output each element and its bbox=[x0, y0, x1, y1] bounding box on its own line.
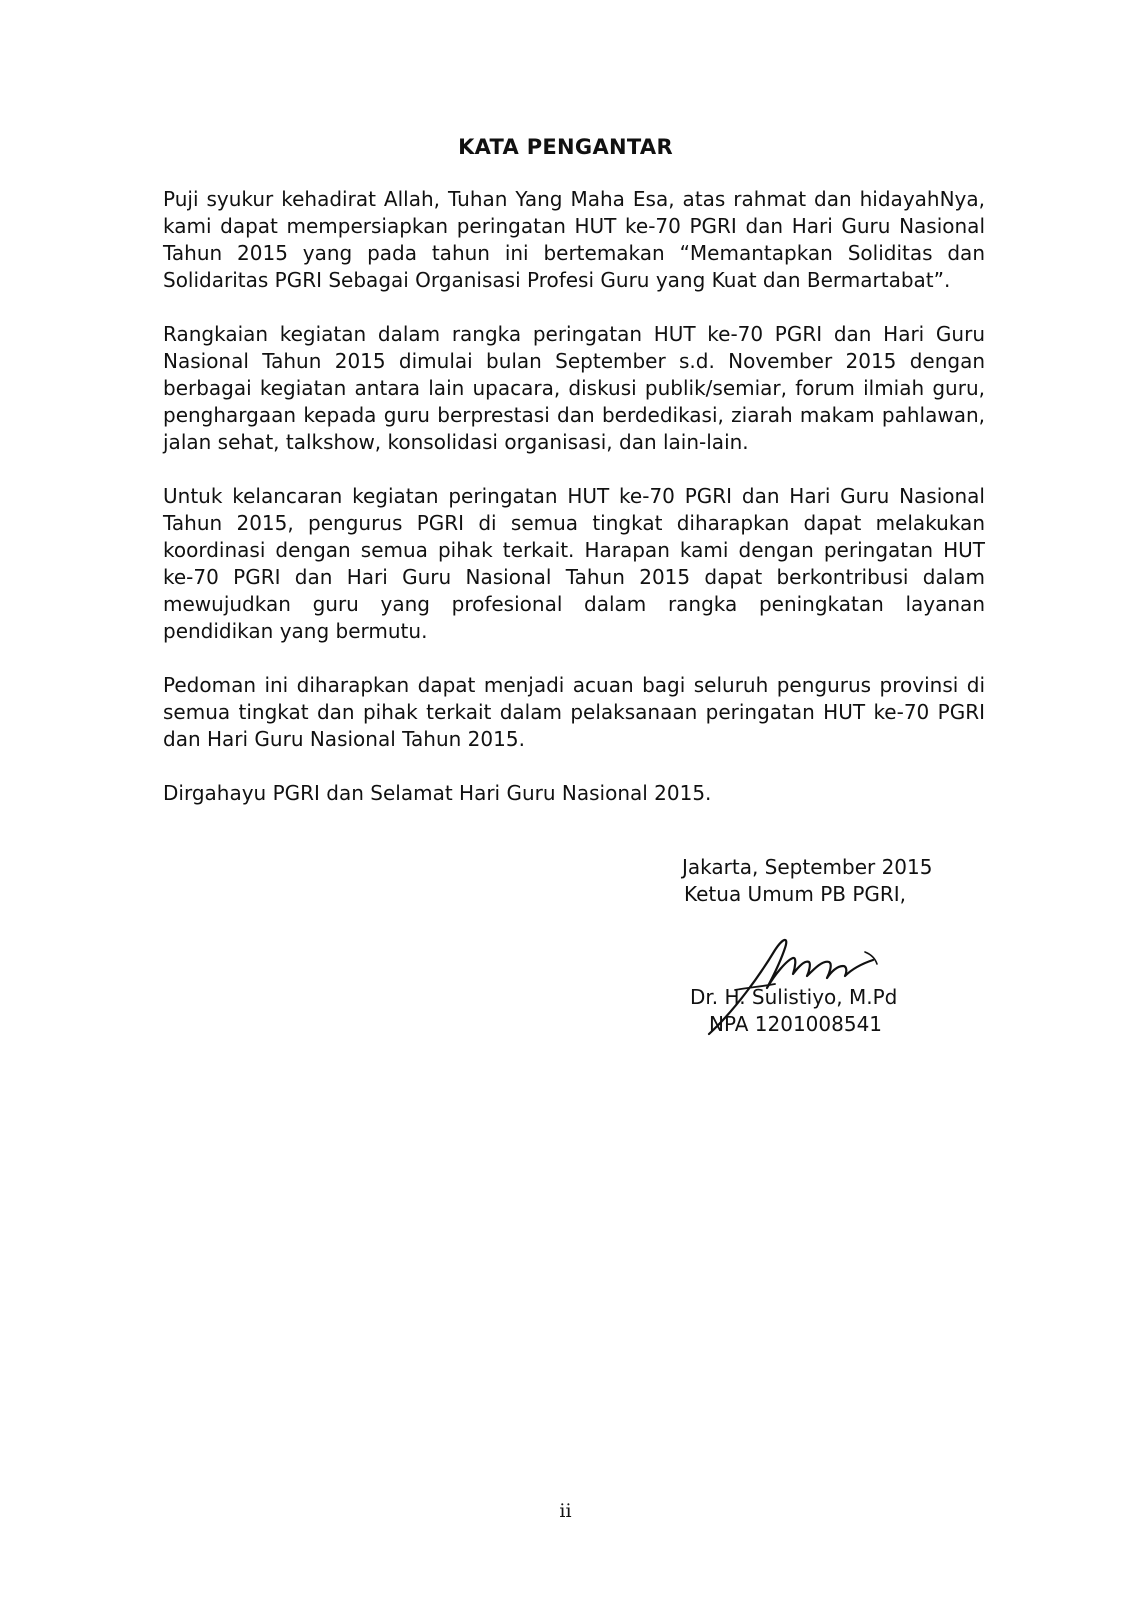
paragraph-1: Puji syukur kehadirat Allah, Tuhan Yang Maha Esa, atas rahmat dan hidayahNya, kami dapat mempersiapkan peringatan HUT ke-70 PGRI dan Hari Guru Nasional Tahun 2015 yang pada tahun ini bertemakan “Memantapkan Soliditas dan Solidaritas PGRI Sebagai Organisasi Profesi Guru yang Kuat dan Bermartabat”. bbox=[163, 187, 985, 292]
document-body bbox=[163, 186, 985, 807]
handwritten-signature bbox=[705, 930, 905, 1040]
paragraph-4: Pedoman ini diharapkan dapat menjadi acuan bagi seluruh pengurus provinsi di semua tingkat dan pihak terkait dalam pelaksanaan peringatan HUT ke-70 PGRI dan Hari Guru Nasional Tahun 2015. bbox=[163, 673, 985, 751]
closing-line: Dirgahayu PGRI dan Selamat Hari Guru Nasional 2015. bbox=[163, 781, 712, 805]
signer-npa: NPA 1201008541 bbox=[709, 1012, 883, 1036]
signer-position: Ketua Umum PB PGRI, bbox=[684, 882, 907, 906]
page-number: ii bbox=[559, 1500, 572, 1522]
paragraph-3: Untuk kelancaran kegiatan peringatan HUT ke-70 PGRI dan Hari Guru Nasional Tahun 2015, pengurus PGRI di semua tingkat diharapkan dapat melakukan koordinasi dengan semua pihak terkait. Harapan kami dengan peringatan HUT ke-70 PGRI dan Hari Guru Nasional Tahun 2015 dapat berkontribusi dalam mewujudkan guru yang profesional dalam rangka peningkatan layanan pendidikan yang bermutu. bbox=[163, 484, 985, 643]
signer-name: Dr. H. Sulistiyo, M.Pd bbox=[690, 985, 898, 1009]
place-date: Jakarta, September 2015 bbox=[682, 855, 933, 879]
document-title: KATA PENGANTAR bbox=[458, 135, 673, 159]
paragraph-2: Rangkaian kegiatan dalam rangka peringatan HUT ke-70 PGRI dan Hari Guru Nasional Tahun 2015 dimulai bulan September s.d. November 2015 dengan berbagai kegiatan antara lain upacara, diskusi publik/semiar, forum ilmiah guru, penghargaan kepada guru berprestasi dan berdedikasi, ziarah makam pahlawan, jalan sehat, talkshow, konsolidasi organisasi, dan lain-lain. bbox=[163, 322, 985, 454]
